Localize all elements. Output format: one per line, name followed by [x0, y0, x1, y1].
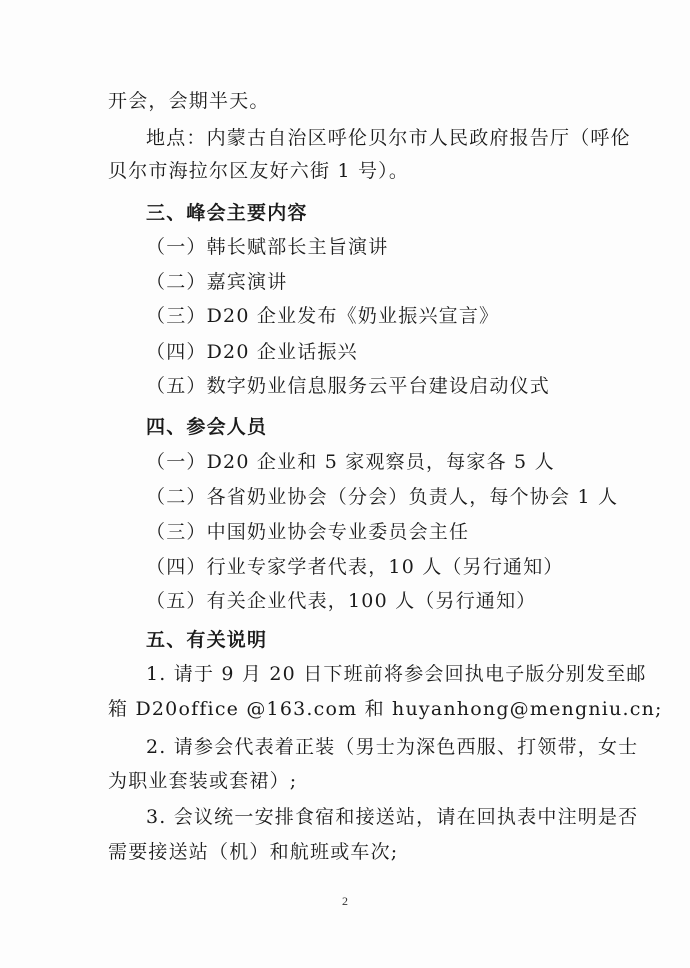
note-line: 2. 请参会代表着正装（男士为深色西服、打领带，女士 [146, 736, 639, 758]
note-line: 为职业套装或套裙）; [108, 770, 298, 792]
list-item: （四）D20 企业话振兴 [146, 341, 358, 363]
paragraph-line: 地点：内蒙古自治区呼伦贝尔市人民政府报告厅（呼伦 [146, 127, 631, 149]
list-item: （三）中国奶业协会专业委员会主任 [146, 521, 470, 543]
note-line: 3. 会议统一安排食宿和接送站，请在回执表中注明是否 [146, 806, 639, 828]
note-line: 需要接送站（机）和航班或车次; [108, 841, 399, 863]
list-item: （二）嘉宾演讲 [146, 271, 288, 293]
list-item: （五）数字奶业信息服务云平台建设启动仪式 [146, 375, 551, 397]
page-number: 2 [342, 894, 348, 908]
section-heading: 五、有关说明 [146, 629, 268, 651]
paragraph-line: 贝尔市海拉尔区友好六街 1 号）。 [108, 160, 410, 182]
section-heading: 四、参会人员 [146, 416, 268, 438]
list-item: （五）有关企业代表，100 人（另行通知） [146, 590, 537, 612]
list-item: （二）各省奶业协会（分会）负责人，每个协会 1 人 [146, 486, 619, 508]
paragraph-line: 开会，会期半天。 [108, 90, 270, 112]
section-heading: 三、峰会主要内容 [146, 202, 308, 224]
list-item: （四）行业专家学者代表，10 人（另行通知） [146, 556, 564, 578]
note-line: 1. 请于 9 月 20 日下班前将参会回执电子版分别发至邮 [146, 663, 647, 685]
list-item: （一）韩长赋部长主旨演讲 [146, 236, 389, 258]
list-item: （三）D20 企业发布《奶业振兴宣言》 [146, 305, 500, 327]
note-line: 箱 D20office @163.com 和 huyanhong@mengniu.cn; [108, 698, 663, 720]
list-item: （一）D20 企业和 5 家观察员，每家各 5 人 [146, 451, 555, 473]
